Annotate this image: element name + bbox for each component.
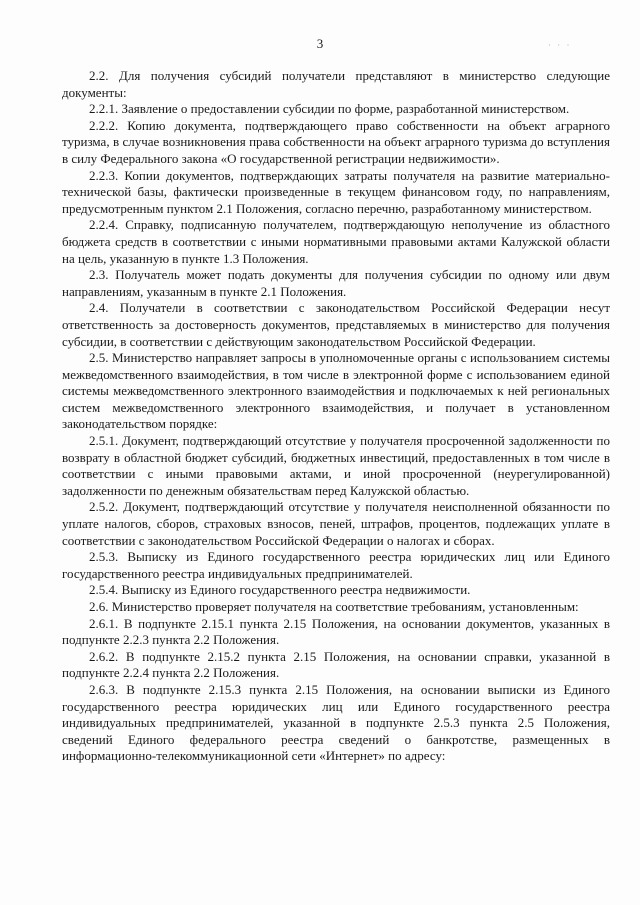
paragraph-2-2-4: 2.2.4. Справку, подписанную получателем, подтверждающую неполучение из областного бюджета средств в соответствии с иными нормативными правовыми актами Калужской области на цель, указанную в пункте 1.3 Положения. — [62, 217, 610, 266]
paragraph-2-6: 2.6. Министерство проверяет получателя на соответствие требованиям, установленным: — [89, 599, 579, 614]
paragraph-2-2: 2.2. Для получения субсидий получатели представляют в министерство следующие документы: — [62, 68, 610, 100]
paragraph-2-2-2: 2.2.2. Копию документа, подтверждающего право собственности на объект аграрного туризма, в случае возникновения права собственности на объект аграрного туризма до вступления в силу Федерального закона «О государственной регистрации недвижимости». — [62, 117, 610, 166]
document-body — [62, 68, 610, 765]
paragraph-2-6-3: 2.6.3. В подпункте 2.15.3 пункта 2.15 Положения, на основании выписки из Единого государственного реестра юридических лиц или Единого государственного реестра индивидуальных предпринимателей, указанной в подпункте 2.5.3 пункта 2.5 Положения, сведений Единого федерального реестра сведений о банкротстве, размещенных в информационно-телекоммуникационной сети «Интернет» по адресу: — [62, 681, 610, 764]
paragraph-2-2-3: 2.2.3. Копии документов, подтверждающих затраты получателя на развитие материально-технической базы, фактически произведенные в текущем финансовом году, по направлениям, предусмотренным пунктом 2.1 Положения, согласно перечню, разработанному министерством. — [62, 167, 610, 216]
paragraph-2-5: 2.5. Министерство направляет запросы в уполномоченные органы с использованием системы межведомственного взаимодействия, в том числе в электронной форме с использованием единой системы межведомственного электронного взаимодействия и подключаемых к ней региональных систем межведомственного электронного взаимодействия, и получает в установленном законодательством порядке: — [62, 350, 610, 432]
paragraph-2-3: 2.3. Получатель может подать документы для получения субсидии по одному или двум направлениям, указанным в пункте 2.1 Положения. — [62, 267, 610, 299]
paragraph-2-6-2: 2.6.2. В подпункте 2.15.2 пункта 2.15 Положения, на основании справки, указанной в подпункте 2.2.4 пункта 2.2 Положения. — [62, 648, 610, 681]
scan-artifact-marks: · · · — [548, 40, 572, 50]
paragraph-2-6-1: 2.6.1. В подпункте 2.15.1 пункта 2.15 Положения, на основании документов, указанных в подпункте 2.2.3 пункта 2.2 Положения. — [62, 615, 610, 648]
page-number: 3 — [316, 36, 324, 51]
paragraph-2-5-3: 2.5.3. Выписку из Единого государственного реестра юридических лиц или Единого государственного реестра индивидуальных предпринимателей. — [62, 549, 610, 581]
paragraph-2-5-1: 2.5.1. Документ, подтверждающий отсутствие у получателя просроченной задолженности по возврату в областной бюджет субсидий, бюджетных инвестиций, предоставленных в том числе в соответствии с иными правовыми актами, и иной просроченной (неурегулированной) задолженности по денежным обязательствам перед Калужской областью. — [62, 433, 610, 498]
paragraph-2-5-2: 2.5.2. Документ, подтверждающий отсутствие у получателя неисполненной обязанности по уплате налогов, сборов, страховых взносов, пеней, штрафов, процентов, подлежащих уплате в соответствии с законодательством Российской Федерации о налогах и сборах. — [62, 499, 610, 548]
paragraph-2-4: 2.4. Получатели в соответствии с законодательством Российской Федерации несут ответственность за достоверность документов, представляемых в министерство для получения субсидии, в соответствии с действующим законодательством Российской Федерации. — [62, 300, 610, 349]
paragraph-2-2-1: 2.2.1. Заявление о предоставлении субсидии по форме, разработанной министерством. — [89, 101, 570, 117]
paragraph-2-5-4: 2.5.4. Выписку из Единого государственного реестра недвижимости. — [89, 582, 471, 598]
